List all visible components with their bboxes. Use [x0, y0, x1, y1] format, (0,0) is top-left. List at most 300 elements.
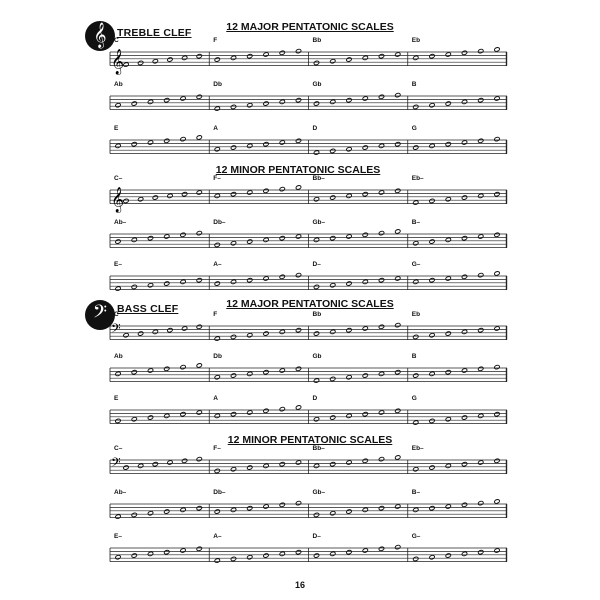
key-label: Gb — [312, 81, 322, 88]
notehead — [196, 231, 202, 236]
notehead — [164, 550, 170, 555]
notehead — [279, 187, 285, 192]
notehead — [167, 57, 173, 62]
notehead — [152, 59, 158, 64]
notehead — [362, 192, 368, 197]
notehead — [395, 142, 401, 147]
notehead — [115, 371, 121, 376]
notehead — [362, 548, 368, 553]
notehead — [330, 99, 336, 104]
notehead — [138, 60, 144, 65]
staff-lines — [110, 126, 507, 166]
notehead — [180, 412, 186, 417]
key-label: A– — [213, 261, 222, 268]
notehead — [180, 96, 186, 101]
notehead — [180, 548, 186, 553]
notehead — [263, 188, 269, 193]
bass-major-title: 12 MAJOR PENTATONIC SCALES — [226, 298, 394, 310]
notehead — [247, 54, 253, 59]
notehead — [263, 553, 269, 558]
notehead — [395, 276, 401, 281]
notehead — [478, 138, 484, 143]
notehead — [263, 408, 269, 413]
notehead — [263, 276, 269, 281]
bass-clef-icon: 𝄢 — [111, 455, 121, 473]
notehead — [445, 417, 451, 422]
notehead — [478, 413, 484, 418]
key-label: Gb — [312, 353, 322, 360]
notehead — [263, 463, 269, 468]
notehead — [247, 506, 253, 511]
notehead — [362, 326, 368, 331]
key-label: G– — [411, 533, 421, 540]
staff-lines — [110, 312, 507, 352]
key-label: G — [411, 125, 417, 132]
notehead — [230, 241, 236, 246]
notehead — [429, 418, 435, 423]
notehead — [461, 236, 467, 241]
notehead — [445, 197, 451, 202]
bass-clef-icon: 𝄢 — [111, 321, 121, 339]
treble-minor-title: 12 MINOR PENTATONIC SCALES — [215, 164, 381, 176]
notehead — [279, 99, 285, 104]
notehead — [196, 54, 202, 59]
notehead — [182, 55, 188, 60]
notehead — [313, 150, 319, 155]
key-label: Db — [213, 81, 222, 88]
key-label: Eb– — [411, 445, 424, 452]
notehead — [445, 237, 451, 242]
notehead — [478, 234, 484, 239]
notehead — [214, 558, 220, 563]
treble-clef-icon: 𝄞 — [85, 21, 115, 51]
notehead — [295, 185, 301, 190]
key-label: F– — [213, 175, 221, 182]
notehead — [263, 370, 269, 375]
key-label: Db — [213, 353, 222, 360]
key-label: E– — [114, 261, 122, 268]
notehead — [247, 239, 253, 244]
notehead — [263, 52, 269, 57]
notehead — [230, 467, 236, 472]
notehead — [346, 234, 352, 239]
key-label: E — [114, 395, 119, 402]
notehead — [378, 546, 384, 551]
key-label: C — [114, 311, 119, 318]
notehead — [413, 145, 419, 150]
key-label: Bb– — [312, 445, 325, 452]
notehead — [378, 54, 384, 59]
notehead — [330, 462, 336, 467]
notehead — [378, 190, 384, 195]
notehead — [330, 551, 336, 556]
key-label: B– — [411, 219, 421, 226]
notehead — [196, 135, 202, 140]
notehead — [494, 499, 500, 504]
notehead — [214, 281, 220, 286]
notehead — [395, 188, 401, 193]
notehead — [167, 328, 173, 333]
notehead — [494, 458, 500, 463]
notehead — [247, 190, 253, 195]
key-label: B — [411, 81, 417, 88]
notehead — [123, 333, 129, 338]
notehead — [429, 555, 435, 560]
treble-clef-label: TREBLE CLEF — [117, 27, 192, 39]
bass-minor-row-2 — [110, 490, 507, 530]
key-label: B — [411, 353, 417, 360]
notehead — [445, 331, 451, 336]
notehead — [362, 232, 368, 237]
bass-clef-icon: 𝄢 — [85, 300, 115, 330]
notehead — [413, 104, 419, 109]
notehead — [196, 94, 202, 99]
key-label: G– — [411, 261, 421, 268]
notehead — [395, 323, 401, 328]
notehead — [230, 334, 236, 339]
notehead — [362, 96, 368, 101]
key-label: Db– — [213, 219, 226, 226]
notehead — [346, 550, 352, 555]
notehead — [295, 234, 301, 239]
key-label: Ab– — [114, 219, 127, 226]
notehead — [196, 410, 202, 415]
notehead — [313, 512, 319, 517]
notehead — [138, 331, 144, 336]
notehead — [214, 147, 220, 152]
notehead — [164, 98, 170, 103]
notehead — [461, 502, 467, 507]
notehead — [279, 502, 285, 507]
notehead — [230, 55, 236, 60]
notehead — [164, 509, 170, 514]
treble-minor-row-3 — [110, 262, 507, 302]
notehead — [247, 555, 253, 560]
notehead — [295, 49, 301, 54]
notehead — [131, 370, 137, 375]
notehead — [230, 279, 236, 284]
notehead — [131, 284, 137, 289]
notehead — [247, 143, 253, 148]
notehead — [182, 192, 188, 197]
treble-major-row-1 — [110, 38, 507, 78]
notehead — [182, 458, 188, 463]
notehead — [247, 333, 253, 338]
notehead — [346, 460, 352, 465]
notehead — [279, 50, 285, 55]
notehead — [362, 373, 368, 378]
notehead — [263, 237, 269, 242]
notehead — [214, 57, 220, 62]
bass-minor-row-1 — [110, 446, 507, 486]
key-label: F– — [213, 445, 221, 452]
key-label: F — [213, 311, 218, 318]
notehead — [330, 148, 336, 153]
notehead — [152, 329, 158, 334]
notehead — [279, 274, 285, 279]
treble-minor-row-1 — [110, 176, 507, 216]
notehead — [330, 376, 336, 381]
notehead — [429, 143, 435, 148]
key-label: Ab– — [114, 489, 127, 496]
notehead — [115, 143, 121, 148]
notehead — [167, 460, 173, 465]
notehead — [478, 49, 484, 54]
notehead — [413, 467, 419, 472]
notehead — [263, 504, 269, 509]
bass-clef-label: BASS CLEF — [117, 303, 179, 315]
notehead — [445, 463, 451, 468]
notehead — [378, 371, 384, 376]
notehead — [378, 457, 384, 462]
notehead — [147, 283, 153, 288]
key-label: D — [312, 395, 318, 402]
bass-major-row-1 — [110, 312, 507, 352]
notehead — [196, 324, 202, 329]
notehead — [196, 363, 202, 368]
notehead — [313, 237, 319, 242]
notehead — [494, 232, 500, 237]
notehead — [214, 106, 220, 111]
notehead — [279, 407, 285, 412]
notehead — [214, 509, 220, 514]
notehead — [413, 507, 419, 512]
notehead — [313, 378, 319, 383]
notehead — [494, 192, 500, 197]
treble-major-row-2 — [110, 82, 507, 122]
key-label: Bb — [312, 37, 322, 44]
notehead — [461, 368, 467, 373]
notehead — [362, 145, 368, 150]
notehead — [313, 553, 319, 558]
key-label: Eb — [411, 37, 421, 44]
notehead — [362, 412, 368, 417]
key-label: C– — [114, 445, 123, 452]
staff-lines — [110, 354, 507, 394]
notehead — [313, 101, 319, 106]
notehead — [395, 455, 401, 460]
key-label: D– — [312, 261, 321, 268]
key-label: Gb– — [312, 219, 326, 226]
key-label: C– — [114, 175, 123, 182]
notehead — [362, 458, 368, 463]
notehead — [413, 241, 419, 246]
notehead — [330, 283, 336, 288]
notehead — [478, 550, 484, 555]
notehead — [378, 231, 384, 236]
notehead — [180, 365, 186, 370]
notehead — [445, 142, 451, 147]
notehead — [115, 239, 121, 244]
notehead — [295, 550, 301, 555]
notehead — [429, 278, 435, 283]
notehead — [413, 556, 419, 561]
notehead — [214, 336, 220, 341]
staff-lines — [110, 262, 507, 302]
treble-clef-icon: 𝄞 — [111, 49, 125, 75]
notehead — [313, 197, 319, 202]
notehead — [295, 501, 301, 506]
notehead — [330, 415, 336, 420]
notehead — [429, 506, 435, 511]
notehead — [494, 96, 500, 101]
key-label: Db– — [213, 489, 226, 496]
notehead — [147, 236, 153, 241]
notehead — [279, 329, 285, 334]
staff-lines — [110, 176, 507, 216]
notehead — [230, 192, 236, 197]
notehead — [247, 465, 253, 470]
notehead — [279, 551, 285, 556]
notehead — [279, 462, 285, 467]
key-label: E– — [114, 533, 122, 540]
notehead — [313, 60, 319, 65]
notehead — [279, 140, 285, 145]
key-label: Eb– — [411, 175, 424, 182]
notehead — [429, 103, 435, 108]
key-label: G — [411, 395, 417, 402]
notehead — [152, 195, 158, 200]
notehead — [131, 101, 137, 106]
notehead — [494, 412, 500, 417]
notehead — [279, 368, 285, 373]
notehead — [147, 511, 153, 516]
notehead — [478, 366, 484, 371]
notehead — [395, 52, 401, 57]
notehead — [429, 333, 435, 338]
notehead — [115, 418, 121, 423]
notehead — [295, 328, 301, 333]
notehead — [214, 375, 220, 380]
notehead — [461, 140, 467, 145]
notehead — [115, 103, 121, 108]
notehead — [115, 555, 121, 560]
notehead — [346, 57, 352, 62]
notehead — [378, 506, 384, 511]
staff-lines — [110, 82, 507, 122]
notehead — [494, 271, 500, 276]
key-label: Bb– — [312, 175, 325, 182]
notehead — [214, 413, 220, 418]
page-number: 16 — [294, 580, 305, 590]
notehead — [330, 329, 336, 334]
notehead — [429, 198, 435, 203]
notehead — [478, 193, 484, 198]
notehead — [115, 514, 121, 519]
notehead — [295, 98, 301, 103]
notehead — [346, 147, 352, 152]
notehead — [147, 415, 153, 420]
notehead — [395, 370, 401, 375]
notehead — [362, 279, 368, 284]
key-label: C — [114, 37, 119, 44]
notehead — [230, 104, 236, 109]
notehead — [230, 507, 236, 512]
notehead — [247, 103, 253, 108]
notehead — [138, 463, 144, 468]
notehead — [330, 236, 336, 241]
notehead — [214, 242, 220, 247]
notehead — [445, 370, 451, 375]
staff-lines — [110, 446, 507, 486]
staff-lines — [110, 220, 507, 260]
key-label: A — [213, 395, 218, 402]
notehead — [330, 195, 336, 200]
notehead — [147, 551, 153, 556]
notehead — [295, 273, 301, 278]
notehead — [313, 284, 319, 289]
notehead — [295, 460, 301, 465]
notehead — [461, 274, 467, 279]
notehead — [346, 193, 352, 198]
notehead — [196, 190, 202, 195]
notehead — [346, 509, 352, 514]
notehead — [378, 278, 384, 283]
notehead — [395, 229, 401, 234]
key-label: F — [213, 37, 218, 44]
notehead — [494, 47, 500, 52]
notehead — [461, 50, 467, 55]
notehead — [346, 98, 352, 103]
bass-minor-row-3 — [110, 534, 507, 574]
notehead — [461, 415, 467, 420]
bass-major-row-3 — [110, 396, 507, 436]
notehead — [138, 197, 144, 202]
notehead — [395, 504, 401, 509]
notehead — [182, 326, 188, 331]
notehead — [167, 193, 173, 198]
notehead — [131, 553, 137, 558]
key-label: D– — [312, 533, 321, 540]
notehead — [429, 239, 435, 244]
treble-clef-icon: 𝄞 — [111, 187, 125, 213]
notehead — [378, 94, 384, 99]
notehead — [445, 52, 451, 57]
notehead — [478, 273, 484, 278]
notehead — [313, 463, 319, 468]
bass-major-row-2 — [110, 354, 507, 394]
staff-lines — [110, 534, 507, 574]
notehead — [445, 504, 451, 509]
notehead — [478, 501, 484, 506]
notehead — [214, 468, 220, 473]
notehead — [461, 329, 467, 334]
notehead — [494, 326, 500, 331]
notehead — [494, 548, 500, 553]
key-label: Eb — [411, 311, 421, 318]
notehead — [164, 234, 170, 239]
bass-minor-title: 12 MINOR PENTATONIC SCALES — [227, 434, 393, 446]
notehead — [330, 511, 336, 516]
staff-lines — [110, 38, 507, 78]
notehead — [478, 328, 484, 333]
notehead — [461, 195, 467, 200]
notehead — [230, 373, 236, 378]
key-label: E — [114, 125, 119, 132]
notehead — [196, 457, 202, 462]
notehead — [395, 545, 401, 550]
notehead — [164, 281, 170, 286]
notehead — [230, 412, 236, 417]
staff-lines — [110, 396, 507, 436]
notehead — [413, 200, 419, 205]
notehead — [247, 410, 253, 415]
notehead — [263, 101, 269, 106]
notehead — [131, 142, 137, 147]
notehead — [247, 278, 253, 283]
notehead — [413, 55, 419, 60]
notehead — [196, 546, 202, 551]
